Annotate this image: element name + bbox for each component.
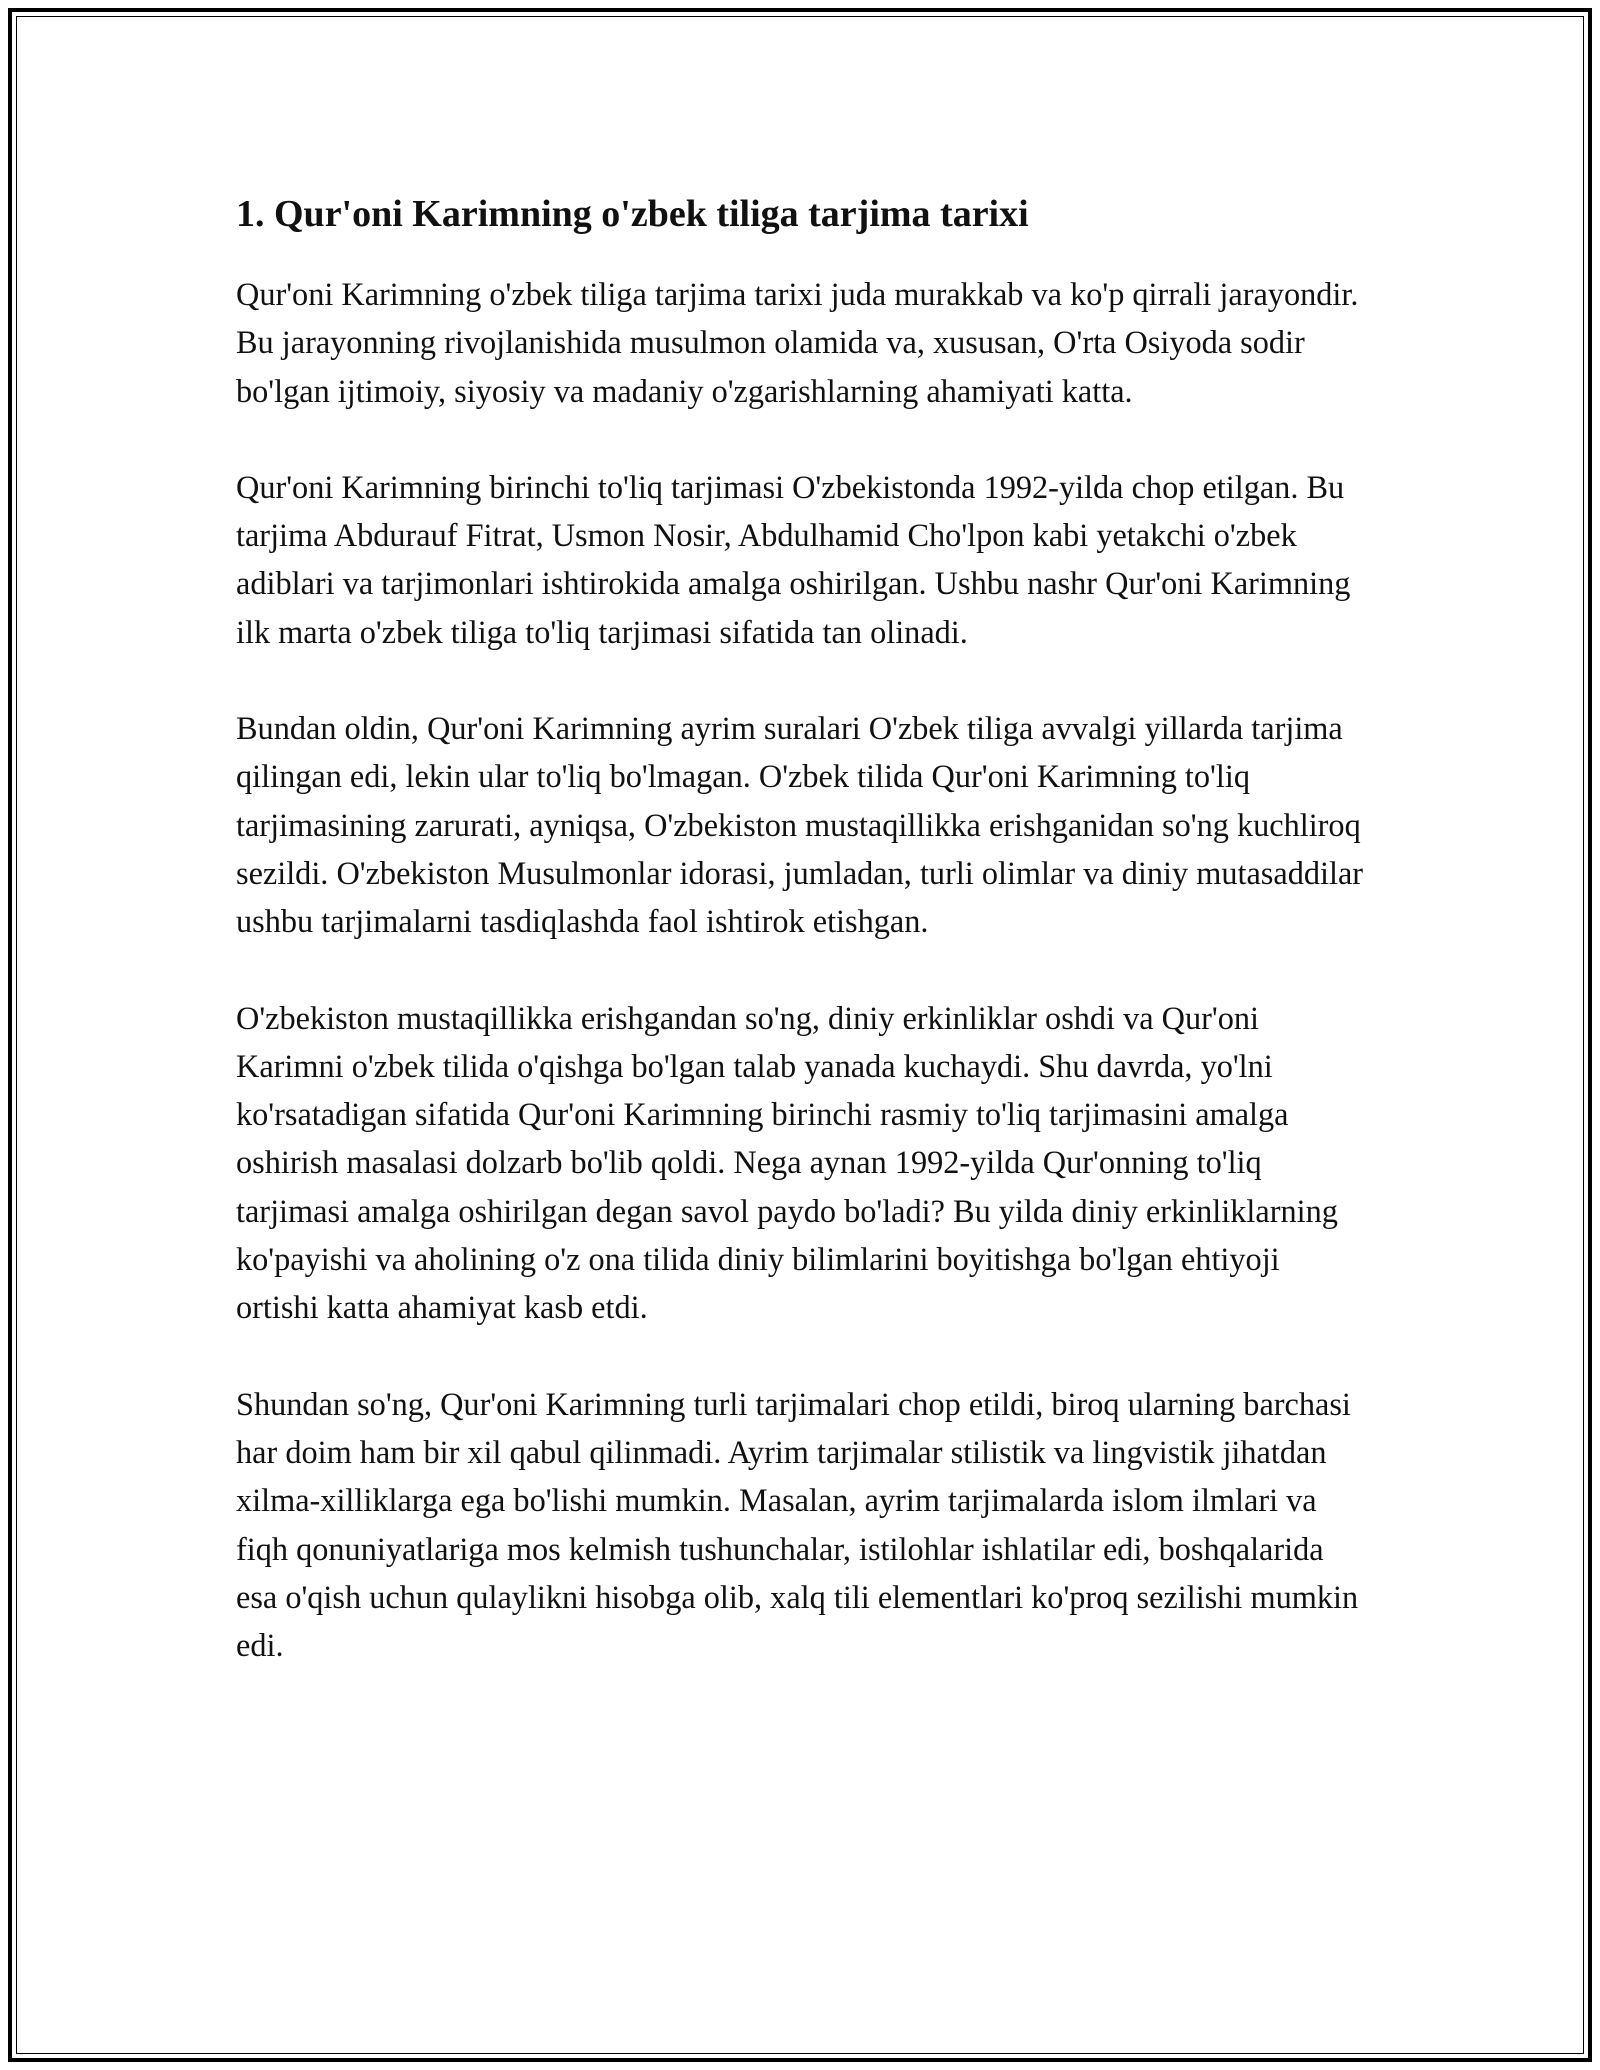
section-heading: 1. Qur'oni Karimning o'zbek tiligа tarjima tarixi <box>236 193 1029 235</box>
paragraph-5: Shundan so'ng, Qur'oni Karimning turli tarjimalari chop etildi, biroq ularning barchasi har doim ham bir xil qabul qilinmadi. Ayrim tarjimalar stilistik va lingvistik jihatdan xilma-xilliklarga ega bo'lishi mumkin. Masalan, ayrim tarjimalarda islom ilmlari va fiqh qonuniyatlariga mos kelmish tushunchalar, istilohlar ishlatilar edi, boshqalarida esa o'qish uchun qulaylikni hisobga olib, xalq tili elementlari ko'proq sezilishi mumkin edi. <box>236 1385 1359 1664</box>
paragraph-1: Qur'oni Karimning o'zbek tiliga tarjima tarixi juda murakkab va ko'p qirrali jarayondir. Bu jarayonning rivojlanishida musulmon olamida va, xususan, O'rta Osiyoda sodir bo'lgan ijtimoiy, siyosiy va madaniy o'zgarishlarning ahamiyati katta. <box>236 276 1359 409</box>
document-body <box>236 188 1364 1717</box>
paragraph-2: Qur'oni Karimning birinchi to'liq tarjimasi O'zbekistonda 1992-yilda chop etilgan. Bu tarjima Abdurauf Fitrat, Usmon Nosir, Abdulhamid Cho'lpon kabi yetakchi o'zbek adiblari va tarjimonlari ishtirokida amalga oshirilgan. Ushbu nashr Qur'oni Karimning ilk marta o'zbek tiliga to'liq tarjimasi sifatida tan olinadi. <box>236 468 1351 650</box>
paragraph-3: Bundan oldin, Qur'oni Karimning ayrim suralari O'zbek tiliga avvalgi yillarda tarjima qilingan edi, lekin ular to'liq bo'lmagan. O'zbek tilida Qur'oni Karimning to'liq tarjimasining zarurati, ayniqsa, O'zbekiston mustaqillikka erishganidan so'ng kuchliroq sezildi. O'zbekiston Musulmonlar idorasi, jumladan, turli olimlar va diniy mutasaddilar ushbu tarjimalarni tasdiqlashda faol ishtirok etishgan. <box>236 710 1364 940</box>
paragraph-4: O'zbekiston mustaqillikka erishgandan so'ng, diniy erkinliklar oshdi va Qur'oni Karimni o'zbek tilida o'qishga bo'lgan talab yanada kuchaydi. Shu davrda, yo'lni ko'rsatadigan sifatida Qur'oni Karimning birinchi rasmiy to'liq tarjimasini amalga oshirish masalasi dolzarb bo'lib qoldi. Nega aynan 1992-yilda Qur'onning to'liq tarjimasi amalga oshirilgan degan savol paydo bo'ladi? Bu yilda diniy erkinliklarning ko'payishi va aholining o'z ona tilida diniy bilimlarini boyitishga bo'lgan ehtiyoji ortishi katta ahamiyat kasb etdi. <box>236 999 1338 1326</box>
